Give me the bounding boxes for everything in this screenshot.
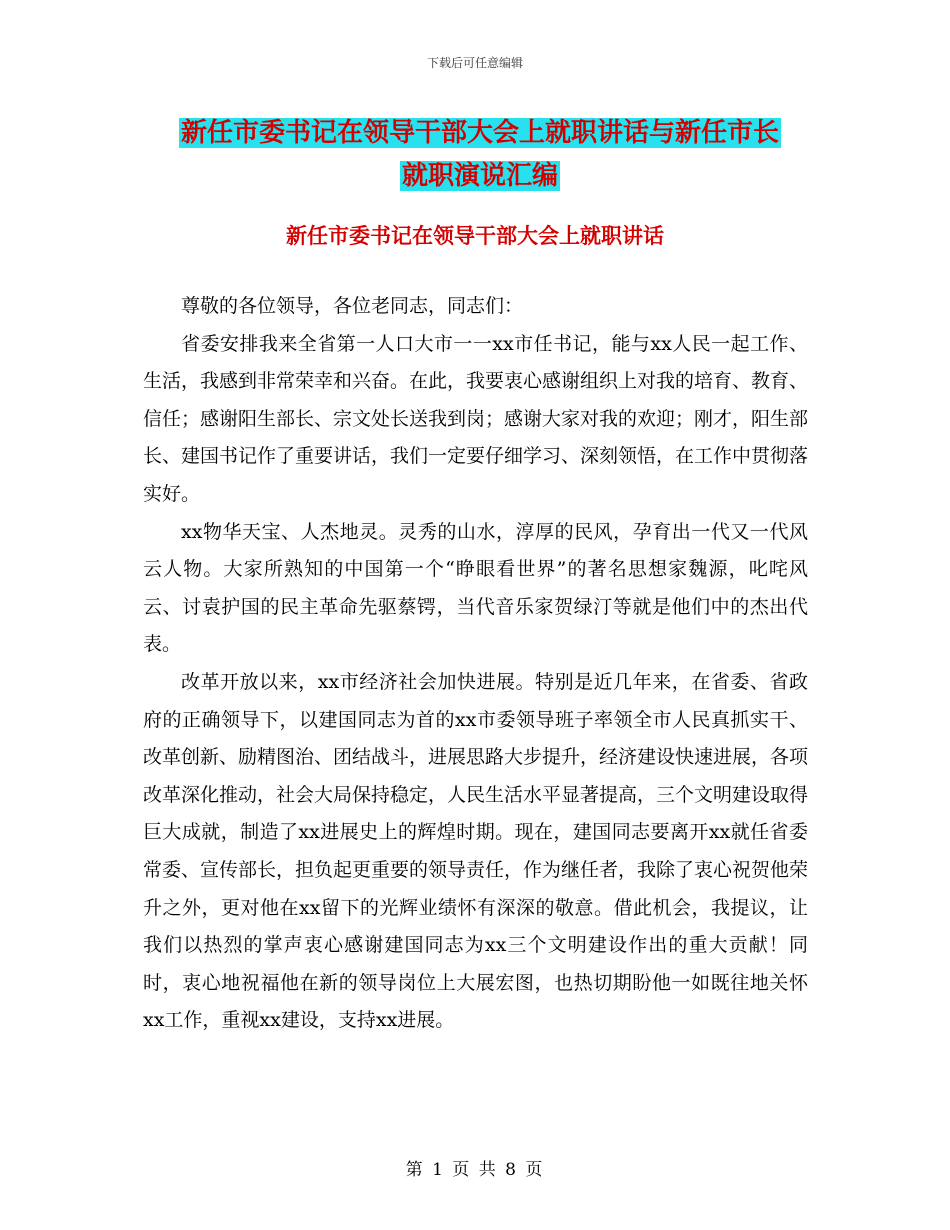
page-header-note: 下载后可任意编辑 [426, 56, 523, 70]
document-title [150, 112, 810, 198]
document-title-line-2: 就职演说汇编 [401, 161, 558, 191]
paragraph: 省委安排我来全省第一人口大市一一xx市任书记，能与xx人民一起工作、生活，我感到非常荣幸和兴奋。在此，我要衷心感谢组织上对我的培育、教育、信任；感谢阳生部长、宗文处长送我到岗；感谢大家对我的欢迎；刚才，阳生部长、建国书记作了重要讲话，我们一定要仔细学习、深刻领悟，在工作中贯彻落实好。 [143, 332, 809, 505]
paragraph: xx物华天宝、人杰地灵。灵秀的山水，淳厚的民风，孕育出一代又一代风云人物。大家所熟知的中国第一个“睁眼看世界”的著名思想家魏源，叱咤风云、讨袁护国的民主革命先驱蔡锷，当代音乐家贺绿汀等就是他们中的杰出代表。 [143, 520, 808, 656]
paragraph-salutation: 尊敬的各位领导，各位老同志，同志们： [181, 295, 524, 317]
body-text [143, 288, 808, 1040]
document-title-line-1: 新任市委书记在领导干部大会上就职讲话与新任市长 [180, 118, 779, 148]
page-number-footer: 第 1 页 共 8 页 [405, 1160, 545, 1180]
paragraph: 改革开放以来，xx市经济社会加快进展。特别是近几年来，在省委、省政府的正确领导下，以建国同志为首的xx市委领导班子率领全市人民真抓实干、改革创新、励精图治、团结战斗，进展思路大步提升，经济建设快速进展，各项改革深化推动，社会大局保持稳定，人民生活水平显著提高，三个文明建设取得巨大成就，制造了xx进展史上的辉煌时期。现在，建国同志要离开xx就任省委常委、宣传部长，担负起更重要的领导责任，作为继任者，我除了衷心祝贺他荣升之外，更对他在xx留下的光辉业绩怀有深深的敬意。借此机会，我提议，让我们以热烈的掌声衷心感谢建国同志为xx三个文明建设作出的重大贡献！同时，衷心地祝福他在新的领导岗位上大展宏图，也热切期盼他一如既往地关怀xx工作，重视xx建设，支持xx进展。 [143, 670, 809, 1032]
section-title: 新任市委书记在领导干部大会上就职讲话 [286, 223, 664, 248]
